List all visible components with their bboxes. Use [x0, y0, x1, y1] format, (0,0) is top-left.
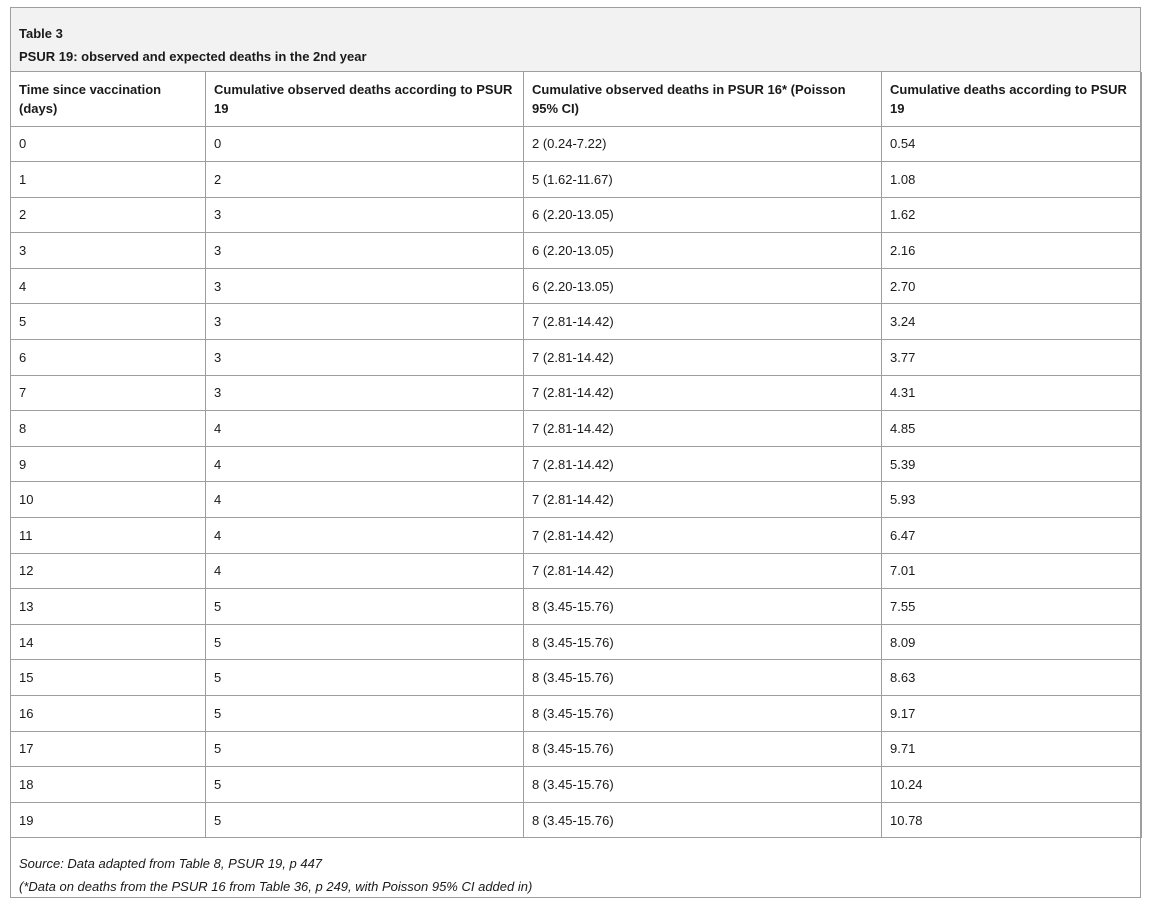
cell-cumulative-psur19: 1.08 — [882, 162, 1142, 198]
cell-cumulative-psur19: 3.24 — [882, 304, 1142, 340]
cell-cumulative-psur19: 10.24 — [882, 767, 1142, 803]
cell-days: 17 — [11, 731, 206, 767]
table-row — [11, 340, 1142, 376]
table-body — [11, 126, 1142, 838]
table-row — [11, 553, 1142, 589]
cell-cumulative-psur19: 4.85 — [882, 411, 1142, 447]
cell-days: 5 — [11, 304, 206, 340]
source-note: Source: Data adapted from Table 8, PSUR 19, p 447 — [19, 856, 323, 872]
table-row — [11, 304, 1142, 340]
header-cumulative-deaths-psur19: Cumulative deaths according to PSUR 19 — [882, 72, 1142, 126]
deaths-table — [10, 72, 1142, 838]
cell-days: 0 — [11, 126, 206, 162]
cell-observed-psur19: 4 — [206, 518, 524, 554]
cell-observed-psur16: 7 (2.81-14.42) — [524, 375, 882, 411]
table-row — [11, 197, 1142, 233]
cell-cumulative-psur19: 3.77 — [882, 340, 1142, 376]
cell-observed-psur19: 5 — [206, 589, 524, 625]
cell-days: 7 — [11, 375, 206, 411]
cell-cumulative-psur19: 5.39 — [882, 446, 1142, 482]
cell-cumulative-psur19: 5.93 — [882, 482, 1142, 518]
cell-cumulative-psur19: 0.54 — [882, 126, 1142, 162]
cell-days: 16 — [11, 696, 206, 732]
cell-observed-psur16: 8 (3.45-15.76) — [524, 624, 882, 660]
cell-cumulative-psur19: 8.09 — [882, 624, 1142, 660]
table-row — [11, 767, 1142, 803]
cell-observed-psur16: 7 (2.81-14.42) — [524, 482, 882, 518]
cell-observed-psur19: 5 — [206, 660, 524, 696]
cell-observed-psur19: 3 — [206, 268, 524, 304]
cell-observed-psur16: 2 (0.24-7.22) — [524, 126, 882, 162]
table-row — [11, 660, 1142, 696]
cell-observed-psur16: 7 (2.81-14.42) — [524, 446, 882, 482]
cell-days: 11 — [11, 518, 206, 554]
cell-cumulative-psur19: 2.70 — [882, 268, 1142, 304]
cell-observed-psur16: 8 (3.45-15.76) — [524, 802, 882, 838]
header-observed-deaths-psur19: Cumulative observed deaths according to PSUR 19 — [206, 72, 524, 126]
table-row — [11, 268, 1142, 304]
table-row — [11, 233, 1142, 269]
cell-cumulative-psur19: 4.31 — [882, 375, 1142, 411]
footnote: (*Data on deaths from the PSUR 16 from Table 36, p 249, with Poisson 95% CI added in) — [19, 879, 533, 895]
cell-observed-psur16: 8 (3.45-15.76) — [524, 696, 882, 732]
cell-observed-psur19: 5 — [206, 624, 524, 660]
cell-observed-psur19: 4 — [206, 411, 524, 447]
cell-observed-psur16: 6 (2.20-13.05) — [524, 233, 882, 269]
cell-observed-psur19: 3 — [206, 375, 524, 411]
cell-days: 15 — [11, 660, 206, 696]
cell-days: 6 — [11, 340, 206, 376]
cell-cumulative-psur19: 7.55 — [882, 589, 1142, 625]
cell-days: 18 — [11, 767, 206, 803]
table-row — [11, 518, 1142, 554]
cell-observed-psur16: 7 (2.81-14.42) — [524, 518, 882, 554]
table-row — [11, 126, 1142, 162]
cell-observed-psur19: 4 — [206, 446, 524, 482]
cell-cumulative-psur19: 9.17 — [882, 696, 1142, 732]
table-row — [11, 802, 1142, 838]
cell-days: 19 — [11, 802, 206, 838]
cell-observed-psur19: 4 — [206, 482, 524, 518]
cell-cumulative-psur19: 10.78 — [882, 802, 1142, 838]
cell-cumulative-psur19: 1.62 — [882, 197, 1142, 233]
table-row — [11, 375, 1142, 411]
header-time-since-vaccination: Time since vaccination (days) — [11, 72, 206, 126]
cell-observed-psur19: 3 — [206, 233, 524, 269]
cell-observed-psur19: 0 — [206, 126, 524, 162]
cell-days: 9 — [11, 446, 206, 482]
cell-cumulative-psur19: 9.71 — [882, 731, 1142, 767]
cell-observed-psur16: 7 (2.81-14.42) — [524, 411, 882, 447]
cell-observed-psur19: 3 — [206, 304, 524, 340]
table-row — [11, 731, 1142, 767]
table-row — [11, 411, 1142, 447]
table-row — [11, 482, 1142, 518]
table-row — [11, 696, 1142, 732]
cell-observed-psur16: 7 (2.81-14.42) — [524, 553, 882, 589]
cell-observed-psur19: 4 — [206, 553, 524, 589]
cell-days: 10 — [11, 482, 206, 518]
cell-observed-psur19: 2 — [206, 162, 524, 198]
cell-observed-psur16: 8 (3.45-15.76) — [524, 731, 882, 767]
table-row — [11, 162, 1142, 198]
cell-observed-psur19: 3 — [206, 197, 524, 233]
cell-days: 13 — [11, 589, 206, 625]
cell-observed-psur16: 6 (2.20-13.05) — [524, 197, 882, 233]
table-title: PSUR 19: observed and expected deaths in the 2nd year — [19, 49, 367, 64]
cell-observed-psur16: 8 (3.45-15.76) — [524, 589, 882, 625]
cell-observed-psur16: 8 (3.45-15.76) — [524, 767, 882, 803]
table-header-row — [11, 72, 1142, 126]
cell-observed-psur19: 5 — [206, 696, 524, 732]
cell-days: 1 — [11, 162, 206, 198]
cell-cumulative-psur19: 6.47 — [882, 518, 1142, 554]
table-row — [11, 446, 1142, 482]
cell-observed-psur19: 3 — [206, 340, 524, 376]
cell-observed-psur16: 7 (2.81-14.42) — [524, 304, 882, 340]
table-caption — [11, 8, 1140, 72]
cell-days: 4 — [11, 268, 206, 304]
cell-observed-psur16: 7 (2.81-14.42) — [524, 340, 882, 376]
cell-observed-psur19: 5 — [206, 731, 524, 767]
cell-observed-psur19: 5 — [206, 802, 524, 838]
cell-cumulative-psur19: 8.63 — [882, 660, 1142, 696]
table-row — [11, 589, 1142, 625]
cell-cumulative-psur19: 2.16 — [882, 233, 1142, 269]
cell-observed-psur16: 5 (1.62-11.67) — [524, 162, 882, 198]
cell-observed-psur19: 5 — [206, 767, 524, 803]
table-number: Table 3 — [19, 26, 63, 41]
cell-days: 2 — [11, 197, 206, 233]
table-row — [11, 624, 1142, 660]
cell-days: 14 — [11, 624, 206, 660]
cell-days: 8 — [11, 411, 206, 447]
cell-days: 12 — [11, 553, 206, 589]
data-table-container — [10, 7, 1141, 898]
cell-observed-psur16: 6 (2.20-13.05) — [524, 268, 882, 304]
cell-days: 3 — [11, 233, 206, 269]
cell-cumulative-psur19: 7.01 — [882, 553, 1142, 589]
header-observed-deaths-psur16: Cumulative observed deaths in PSUR 16* (Poisson 95% CI) — [524, 72, 882, 126]
table-footnotes — [11, 838, 1140, 898]
cell-observed-psur16: 8 (3.45-15.76) — [524, 660, 882, 696]
